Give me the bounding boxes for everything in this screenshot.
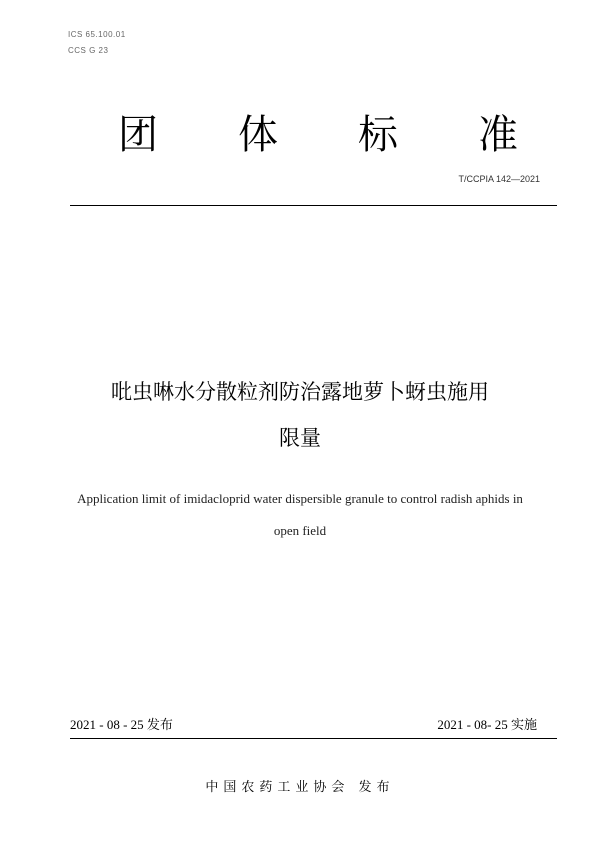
title-cn-line2: 限量	[279, 426, 321, 450]
implementation-date: 2021 - 08- 25 实施	[437, 717, 537, 732]
publisher: 中国农药工业协会 发布	[205, 780, 395, 795]
top-divider	[70, 205, 557, 206]
standard-type-char: 体	[238, 112, 278, 158]
ccs-number: CCS G 23	[68, 46, 109, 55]
standard-type-char: 准	[478, 112, 518, 158]
title-cn-line1: 吡虫啉水分散粒剂防治露地萝卜蚜虫施用	[111, 380, 489, 404]
bottom-divider	[70, 738, 557, 739]
title-en-line1: Application limit of imidacloprid water dispersible granule to control radish aphids in	[77, 491, 523, 506]
title-en-line2: open field	[273, 523, 327, 538]
standard-type-heading	[118, 110, 518, 160]
standard-type-char: 团	[118, 112, 158, 158]
ics-number: ICS 65.100.01	[68, 30, 126, 39]
standard-type-char: 标	[358, 112, 398, 158]
issue-date: 2021 - 08 - 25 发布	[70, 717, 173, 732]
standard-code: T/CCPIA 142—2021	[458, 174, 540, 184]
